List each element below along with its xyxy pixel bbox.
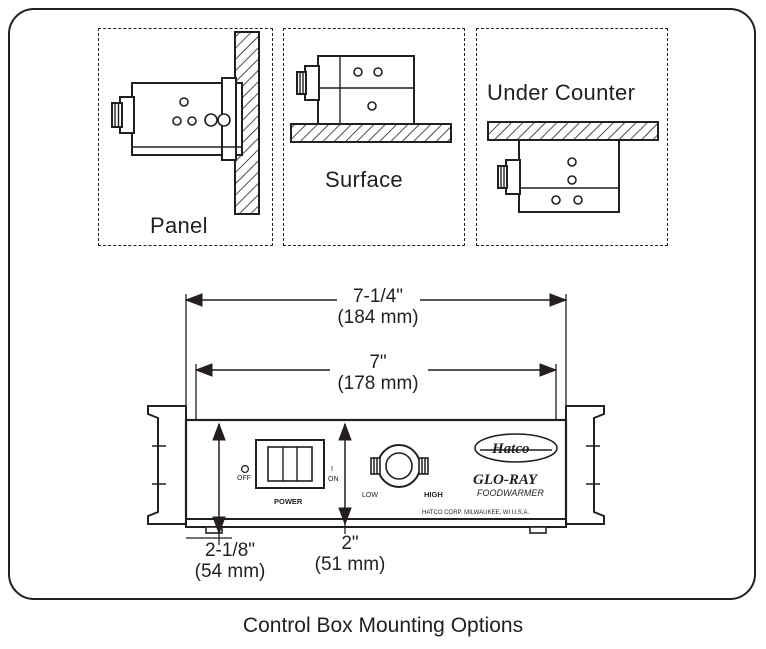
switch-off-text: OFF <box>237 475 251 482</box>
thermostat-low-text: LOW <box>362 492 378 499</box>
body-height-imperial: 2" <box>341 533 359 554</box>
hatco-logo-text: Hatco <box>492 441 530 457</box>
body-width-imperial: 7" <box>369 352 387 373</box>
company-text: HATCO CORP. MILWAUKEE, WI U.S.A. <box>422 510 530 516</box>
thermostat-high-text: HIGH <box>424 490 443 499</box>
overall-height-imperial: 2-1/8" <box>204 540 256 561</box>
under-counter-mount-drawing <box>488 122 658 212</box>
switch-on-text: ON <box>328 476 339 483</box>
switch-on-mark: I <box>331 466 333 473</box>
under-counter-label: Under Counter <box>487 80 636 105</box>
overall-height-metric: (54 mm) <box>194 561 266 583</box>
overall-width-imperial: 7-1/4" <box>352 286 404 307</box>
body-width-metric: (178 mm) <box>337 373 419 395</box>
surface-mount-drawing <box>291 56 451 142</box>
panel-mount-drawing <box>112 32 259 214</box>
power-label-text: POWER <box>274 497 303 506</box>
panel-label: Panel <box>150 213 208 238</box>
control-box-front-view <box>148 406 604 533</box>
foodwarmer-text: FOODWARMER <box>477 488 544 498</box>
surface-label: Surface <box>325 167 403 192</box>
figure-caption: Control Box Mounting Options <box>242 614 524 637</box>
overall-width-metric: (184 mm) <box>337 307 419 329</box>
gloray-text: GLO-RAY <box>473 472 538 488</box>
body-height-metric: (51 mm) <box>314 554 386 576</box>
